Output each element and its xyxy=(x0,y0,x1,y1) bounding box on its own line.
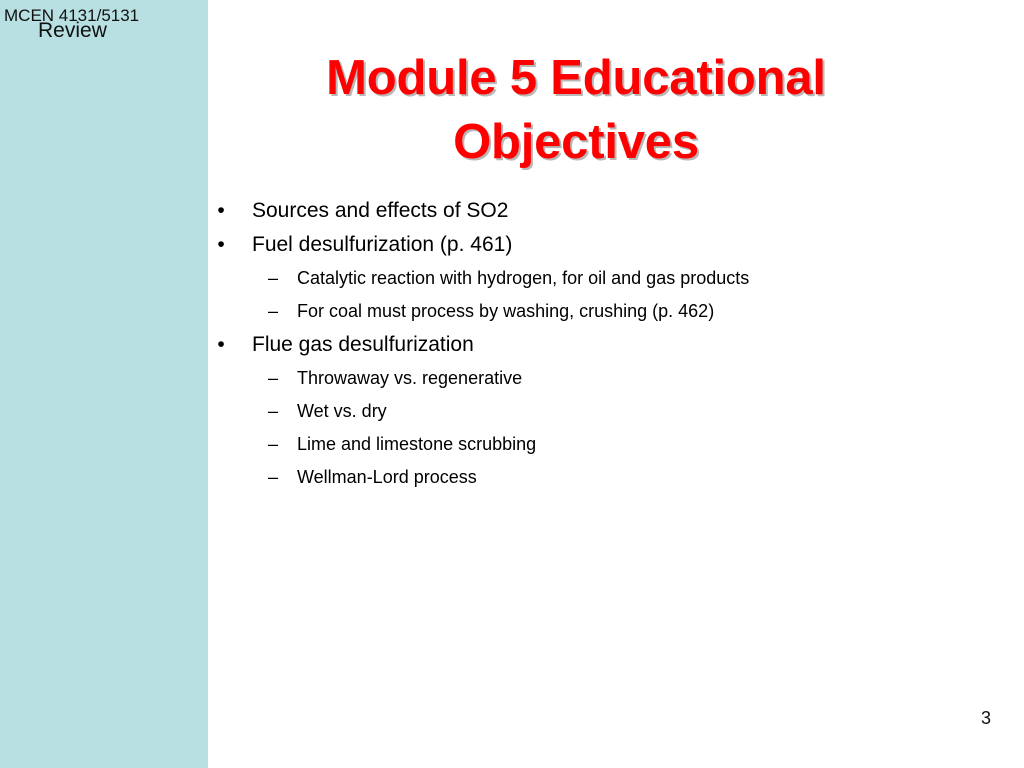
sub-objective-text: Wellman-Lord process xyxy=(297,467,477,487)
slide-title xyxy=(208,46,944,174)
course-code: MCEN 4131/5131 xyxy=(4,6,140,25)
slide-title-line-1: Module 5 Educational xyxy=(326,51,826,105)
objective-item xyxy=(214,228,974,262)
sub-bullet-marker: – xyxy=(267,467,278,487)
sub-objective-item xyxy=(214,262,974,295)
objective-text: Sources and effects of SO2 xyxy=(252,199,509,222)
objective-text: Flue gas desulfurization xyxy=(252,333,474,356)
sub-objective-item xyxy=(214,362,974,395)
sub-objective-item xyxy=(214,428,974,461)
sub-objective-item xyxy=(214,295,974,328)
sub-objective-text: Catalytic reaction with hydrogen, for oil and gas products xyxy=(297,268,750,288)
sub-objective-item xyxy=(214,461,974,494)
sub-objective-item xyxy=(214,395,974,428)
sub-bullet-marker: – xyxy=(267,401,278,421)
sub-bullet-marker: – xyxy=(267,368,278,388)
objective-item xyxy=(214,328,974,362)
objectives-list xyxy=(214,194,974,494)
left-sidebar xyxy=(0,0,208,768)
sub-objective-text: Lime and limestone scrubbing xyxy=(297,434,537,454)
sub-objective-text: For coal must process by washing, crushing (p. 462) xyxy=(297,301,715,321)
section-label: Review xyxy=(38,19,107,42)
bullet-marker: • xyxy=(217,233,225,256)
page-number: 3 xyxy=(980,708,991,728)
sub-bullet-marker: – xyxy=(267,434,278,454)
sub-bullet-marker: – xyxy=(267,301,278,321)
sub-bullet-marker: – xyxy=(267,268,278,288)
objective-item xyxy=(214,194,974,228)
bullet-marker: • xyxy=(217,199,225,222)
sub-objective-text: Wet vs. dry xyxy=(297,401,387,421)
slide-title-line-2: Objectives xyxy=(453,115,699,169)
bullet-marker: • xyxy=(217,333,225,356)
objective-text: Fuel desulfurization (p. 461) xyxy=(252,233,513,256)
sub-objective-text: Throwaway vs. regenerative xyxy=(297,368,523,388)
